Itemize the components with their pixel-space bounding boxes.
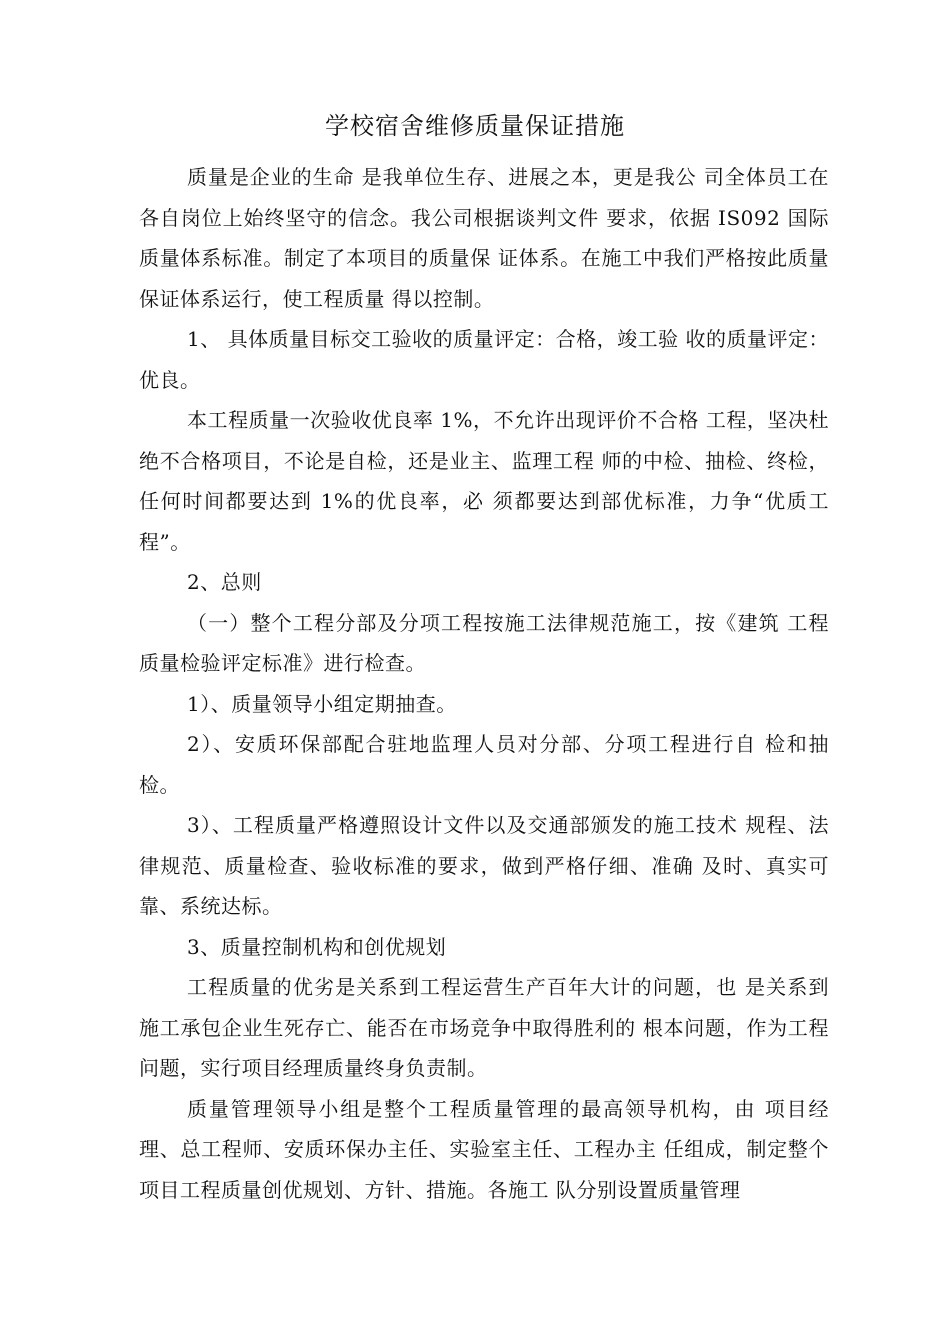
paragraph-quality-importance: 工程质量的优劣是关系到工程运营生产百年大计的问题，也 是关系到施工承包企业生死存亡、能否在市场竞争中取得胜利的 根本问题，作为工程问题，实行项目经理质量终身负责制。 [139, 975, 829, 1080]
paragraph-general-1: （一）整个工程分部及分项工程按施工法律规范施工，按《建筑 工程质量检验评定标准》进行检查。 [139, 610, 829, 675]
list-item-2: 2）、安质环保部配合驻地监理人员对分部、分项工程进行自 检和抽检。 [139, 732, 829, 797]
paragraph-leadership-group: 质量管理领导小组是整个工程质量管理的最高领导机构，由 项目经理、总工程师、安质环保办主任、实验室主任、工程办主 任组成，制定整个项目工程质量创优规划、方针、措施。各施工 队分别设置质量管理 [139, 1096, 829, 1202]
paragraph-item-1: 1、 具体质量目标交工验收的质量评定：合格，竣工验 收的质量评定：优良。 [139, 327, 829, 392]
list-item-3: 3）、工程质量严格遵照设计文件以及交通部颁发的施工技术 规程、法律规范、质量检查、验收标准的要求，做到严格仔细、准确 及时、真实可靠、系统达标。 [139, 813, 829, 918]
list-item-1: 1）、质量领导小组定期抽查。 [187, 691, 457, 716]
paragraph-intro: 质量是企业的生命 是我单位生存、进展之本，更是我公 司全体员工在各自岗位上始终坚守的信念。我公司根据谈判文件 要求，依据 IS092 国际质量体系标准。制定了本项目的质量保 证体系。在施工中我们严格按此质量保证体系运行，使工程质量 得以控制。 [139, 165, 829, 311]
document-title: 学校宿舍维修质量保证措施 [325, 112, 625, 140]
document-body [139, 157, 829, 1210]
section-heading-quality-control: 3、质量控制机构和创优规划 [187, 934, 447, 959]
paragraph-quality-target: 本工程质量一次验收优良率 1%，不允许出现评价不合格 工程，坚决杜绝不合格项目，不论是自检，还是业主、监理工程 师的中检、抽检、终检，任何时间都要达到 1%的优良率，必 须都要达到部优标准，力争“优质工程”。 [139, 408, 829, 554]
section-heading-general: 2、总则 [187, 570, 262, 594]
